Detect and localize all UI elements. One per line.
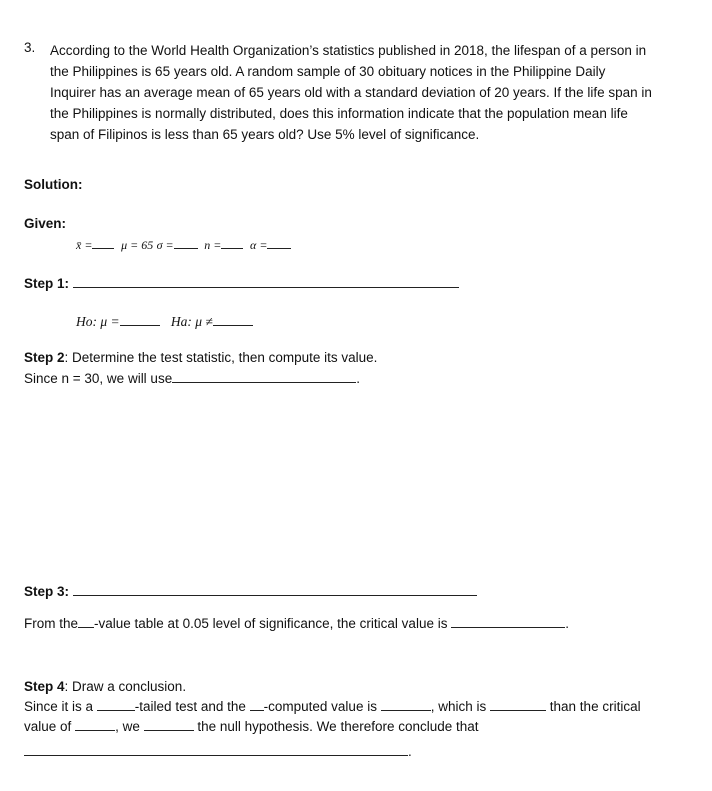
- value-table-text: -value table at 0.05 level of significance, the critical value is: [94, 616, 448, 631]
- sigma-blank[interactable]: [174, 236, 198, 249]
- sigma-symbol: σ =: [156, 238, 174, 252]
- conclusion-blank[interactable]: [24, 743, 408, 756]
- tailed-test-text: -tailed test and the: [134, 699, 246, 714]
- problem-line: According to the World Health Organization’s statistics published in 2018, the lifespan of a person in: [50, 43, 647, 58]
- step2-since: Since n = 30, we will use: [24, 371, 173, 386]
- step3-label: Step 3:: [24, 584, 70, 599]
- step2-since-row: [24, 370, 360, 386]
- xbar-symbol: x̄ =: [76, 238, 93, 252]
- problem-line: Inquirer has an average mean of 65 years old with a standard deviation of 20 years. If the life span in: [50, 85, 652, 100]
- alpha-blank[interactable]: [267, 236, 291, 249]
- xbar-blank[interactable]: [92, 236, 114, 249]
- problem-line: span of Filipinos is less than 65 years old? Use 5% level of significance.: [50, 127, 480, 142]
- step1-row: [24, 275, 459, 291]
- step4-line2: [24, 718, 479, 734]
- value-of-text: value of: [24, 719, 72, 734]
- problem-number: 3.: [24, 40, 36, 55]
- problem-statement: [50, 40, 700, 145]
- step2-heading: [24, 350, 377, 365]
- we-text: , we: [115, 719, 140, 734]
- from-the-text: From the: [24, 616, 79, 631]
- problem-line: the Philippines is 65 years old. A random sample of 30 obituary notices in the Philippine Daily: [50, 64, 606, 79]
- decision-blank[interactable]: [144, 718, 194, 731]
- ha-blank[interactable]: [213, 313, 253, 326]
- given-row: [76, 236, 291, 253]
- hypotheses-row: [76, 313, 253, 330]
- step3-critical-row: [24, 615, 569, 631]
- critical-value-of-blank[interactable]: [75, 718, 115, 731]
- problem-line: the Philippines is normally distributed, does this information indicate that the population mean life: [50, 106, 628, 121]
- computed-value-blank[interactable]: [381, 698, 431, 711]
- period: .: [356, 371, 360, 386]
- mu-value: μ = 65: [121, 238, 154, 252]
- period: .: [565, 616, 569, 631]
- step4-label: Step 4: [24, 679, 65, 694]
- step1-label: Step 1:: [24, 276, 70, 291]
- n-symbol: n =: [204, 238, 222, 252]
- computed-value-text: -computed value is: [263, 699, 377, 714]
- solution-label: Solution:: [24, 177, 83, 192]
- comparison-blank[interactable]: [490, 698, 546, 711]
- step3-row: [24, 583, 477, 599]
- n-blank[interactable]: [221, 236, 243, 249]
- step1-blank[interactable]: [73, 275, 459, 288]
- null-hypothesis-text: the null hypothesis. We therefore conclude that: [197, 719, 479, 734]
- step3-blank[interactable]: [73, 583, 477, 596]
- ho-blank[interactable]: [120, 313, 160, 326]
- step2-text: : Determine the test statistic, then compute its value.: [64, 350, 378, 365]
- test-statistic-blank[interactable]: [172, 370, 356, 383]
- step4-heading: [24, 679, 186, 694]
- given-label: Given:: [24, 216, 67, 231]
- since-it-is-a-text: Since it is a: [24, 699, 94, 714]
- conclusion-row: [24, 743, 412, 759]
- than-critical-text: than the critical: [549, 699, 641, 714]
- alternative-hypothesis: Ha: μ ≠: [170, 314, 213, 329]
- statistic-type-blank[interactable]: [250, 698, 264, 711]
- alpha-symbol: α =: [250, 238, 268, 252]
- step2-label: Step 2: [24, 350, 65, 365]
- step4-line1: [24, 698, 641, 714]
- period: .: [408, 744, 412, 759]
- step4-text: : Draw a conclusion.: [64, 679, 187, 694]
- null-hypothesis: Ho: μ =: [76, 314, 120, 329]
- critical-value-blank[interactable]: [451, 615, 565, 628]
- table-type-blank[interactable]: [78, 615, 94, 628]
- which-is-text: , which is: [430, 699, 487, 714]
- tail-type-blank[interactable]: [97, 698, 135, 711]
